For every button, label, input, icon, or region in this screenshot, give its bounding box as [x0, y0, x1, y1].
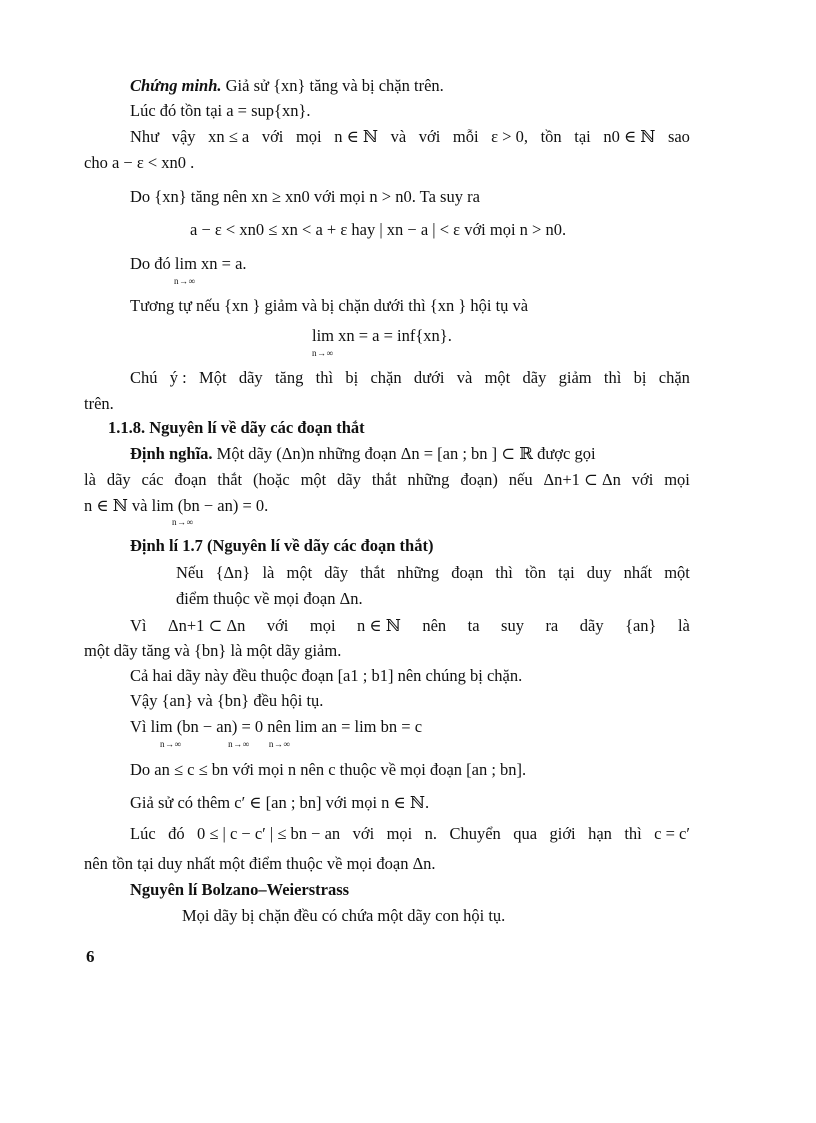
proof2-line8-word: thì — [624, 824, 642, 843]
definition-title: Định nghĩa. — [130, 444, 213, 463]
proof1-line3-word: Như — [130, 127, 160, 146]
theorem-line1-word: {Δn} — [215, 563, 251, 582]
proof2-line9: nên tồn tại duy nhất một điểm thuộc về mọi đoạn Δn. — [84, 854, 436, 873]
theorem-line1-word: đoạn — [451, 563, 484, 582]
theorem-line1-word: duy — [586, 563, 612, 582]
proof2-line6: Do an ≤ c ≤ bn với mọi n nên c thuộc về mọi đoạn [an ; bn]. — [130, 760, 527, 779]
proof1-line3-word: n0 ∈ ℕ — [603, 127, 656, 146]
proof2-line1 — [130, 616, 690, 636]
note-line-word: chặn — [370, 368, 402, 387]
proof1-line1 — [130, 76, 444, 96]
theorem-line1-word: là — [262, 563, 275, 582]
proof2-line4: Vậy {an} và {bn} đều hội tụ. — [130, 691, 324, 710]
note-line-word: tăng — [274, 368, 304, 387]
proof2-line8-word: giới — [549, 824, 576, 843]
proof2-line8-word: đó — [168, 824, 185, 843]
proof2-line3: Cả hai dãy này đều thuộc đoạn [a1 ; b1] nên chúng bị chặn. — [130, 666, 523, 685]
proof2-line7: Giả sử có thêm c′ ∈ [an ; bn] với mọi n ∈ ℕ. — [130, 793, 430, 812]
proof1-line5: Do {xn} tăng nên xn ≥ xn0 với mọi n > n0. Ta suy ra — [130, 187, 480, 206]
note-line-word: bị — [633, 368, 647, 387]
proof1-line3-word: mỗi — [452, 127, 479, 146]
theorem-line1-word: những — [397, 563, 440, 582]
theorem-line2: điểm thuộc về mọi đoạn Δn. — [176, 589, 363, 608]
proof1-line3-word: ε > 0, — [491, 127, 528, 146]
proof2-line8-word: 0 ≤ | c − c′ | ≤ bn − an — [197, 824, 341, 843]
page-number: 6 — [86, 947, 95, 966]
proof2-line2: một dãy tăng và {bn} là một dãy giảm. — [84, 641, 342, 660]
theorem-line1-word: nhất — [623, 563, 653, 582]
definition-line2-word: mọi — [664, 470, 690, 489]
note-line-word: chặn — [658, 368, 690, 387]
proof1-line4: cho a − ε < xn0 . — [84, 153, 195, 172]
note-line-word: ý : — [169, 368, 187, 387]
proof1-intro: Giả sử {xn} tăng và bị chặn trên. — [225, 76, 444, 95]
proof2-line8-word: n. — [424, 824, 438, 843]
proof2-line1-word: Vì — [130, 616, 147, 635]
definition-line2-word: (hoặc — [253, 470, 290, 489]
definition-line2-word: dãy — [337, 470, 361, 489]
proof1-line3-word: n ∈ ℕ — [334, 127, 378, 146]
bolzano-statement: Mọi dãy bị chặn đều có chứa một dãy con hội tụ. — [182, 906, 506, 925]
note-line — [130, 368, 690, 388]
note-line-word: bị — [345, 368, 359, 387]
proof2-line1-word: ta — [467, 616, 480, 635]
proof1-sup-line: Lúc đó tồn tại a = sup{xn}. — [130, 101, 311, 120]
definition-line2-word: thắt — [217, 470, 243, 489]
proof1-line3-word: xn ≤ a — [208, 127, 250, 146]
theorem-line1 — [176, 563, 690, 583]
bolzano-title: Nguyên lí Bolzano–Weierstrass — [130, 880, 350, 899]
note-line-word: dưới — [413, 368, 445, 387]
proof1-line3-word: mọi — [295, 127, 322, 146]
proof2-line1-word: {an} — [625, 616, 657, 635]
definition-limit-sub: n→∞ — [172, 517, 194, 527]
definition-line2-word: nếu — [508, 470, 533, 489]
theorem-title: Định lí 1.7 (Nguyên lí về dãy các đoạn thắt) — [130, 536, 434, 555]
note-line-word: dãy — [522, 368, 547, 387]
proof1-line3-word: với — [418, 127, 441, 146]
definition-line2-word: đoạn) — [460, 470, 498, 489]
proof1-line6: a − ε < xn0 ≤ xn < a + ε hay | xn − a | < ε với mọi n > n0. — [190, 220, 567, 239]
definition-line2-word: các — [141, 470, 164, 489]
proof2-line8-word: Chuyển — [449, 824, 501, 843]
proof1-line8: Tương tự nếu {xn } giảm và bị chặn dưới thì {xn } hội tụ và — [130, 296, 529, 315]
proof2-line8-word: c = c′ — [654, 824, 690, 843]
proof2-line5-limit-sub: n→∞ n→∞ n→∞ — [160, 739, 291, 749]
proof2-line1-word: dãy — [579, 616, 604, 635]
theorem-line1-word: dãy — [324, 563, 349, 582]
proof1-line3-word: vậy — [171, 127, 196, 146]
definition-line1-rest: Một dãy (Δn)n những đoạn Δn = [an ; bn ] ⊂ ℝ được gọi — [216, 444, 596, 463]
note-cont: trên. — [84, 394, 114, 413]
proof1-line9-limit-sub: n→∞ — [312, 348, 334, 358]
proof2-line8-word: Lúc — [130, 824, 156, 843]
section-heading: 1.1.8. Nguyên lí về dãy các đoạn thắt — [108, 418, 365, 437]
proof1-line9: lim xn = a = inf{xn}. — [312, 326, 452, 345]
proof2-line8-word: với — [352, 824, 375, 843]
proof1-line3-word: với — [261, 127, 284, 146]
definition-line1 — [130, 444, 596, 464]
proof2-line1-word: với — [266, 616, 289, 635]
definition-line2-word: một — [300, 470, 327, 489]
note-line-word: dãy — [238, 368, 263, 387]
proof1-line7-limit-sub: n→∞ — [174, 276, 196, 286]
theorem-line1-word: một — [664, 563, 690, 582]
definition-line3: n ∈ ℕ và lim (bn − an) = 0. — [84, 496, 269, 515]
note-line-word: thì — [315, 368, 334, 387]
definition-line2-word: Δn+1 ⊂ Δn — [543, 470, 621, 489]
theorem-line1-word: một — [286, 563, 313, 582]
theorem-line1-word: tại — [558, 563, 575, 582]
definition-line2-word: những — [407, 470, 450, 489]
proof2-line8-word: mọi — [386, 824, 413, 843]
proof2-line1-word: mọi — [309, 616, 336, 635]
definition-line2-word: là — [84, 470, 96, 489]
note-line-word: thì — [603, 368, 622, 387]
definition-line2-word: dãy — [106, 470, 131, 489]
proof2-line1-word: là — [677, 616, 690, 635]
theorem-line1-word: tồn — [524, 563, 547, 582]
definition-line2-word: đoạn — [174, 470, 207, 489]
theorem-line1-word: thì — [495, 563, 513, 582]
proof1-title: Chứng minh. — [130, 76, 222, 95]
proof2-line5: Vì lim (bn − an) = 0 nên lim an = lim bn = c — [130, 717, 423, 736]
proof2-line8 — [130, 824, 690, 844]
note-line-word: giảm — [558, 368, 592, 387]
definition-line2 — [84, 470, 690, 490]
proof2-line8-word: hạn — [588, 824, 612, 843]
proof1-line7: Do đó lim xn = a. — [130, 254, 247, 273]
definition-line2-word: thắt — [371, 470, 397, 489]
proof2-line1-word: nên — [422, 616, 447, 635]
proof2-line1-word: n ∈ ℕ — [357, 616, 401, 635]
proof1-line3-word: và — [390, 127, 407, 146]
proof2-line1-word: ra — [545, 616, 559, 635]
proof1-line3-word: tồn — [540, 127, 562, 146]
proof2-line1-word: suy — [501, 616, 524, 635]
theorem-line1-word: Nếu — [176, 563, 204, 582]
proof2-line1-word: Δn+1 ⊂ Δn — [167, 616, 246, 635]
note-line-word: Chú — [130, 368, 158, 387]
proof1-line3-word: tại — [574, 127, 591, 146]
proof1-line3 — [130, 127, 690, 147]
note-line-word: một — [484, 368, 511, 387]
note-line-word: và — [456, 368, 473, 387]
definition-line2-word: với — [631, 470, 654, 489]
note-line-word: Một — [199, 368, 227, 387]
proof2-line8-word: qua — [513, 824, 538, 843]
proof1-line3-word: sao — [667, 127, 690, 146]
theorem-line1-word: thắt — [360, 563, 385, 582]
